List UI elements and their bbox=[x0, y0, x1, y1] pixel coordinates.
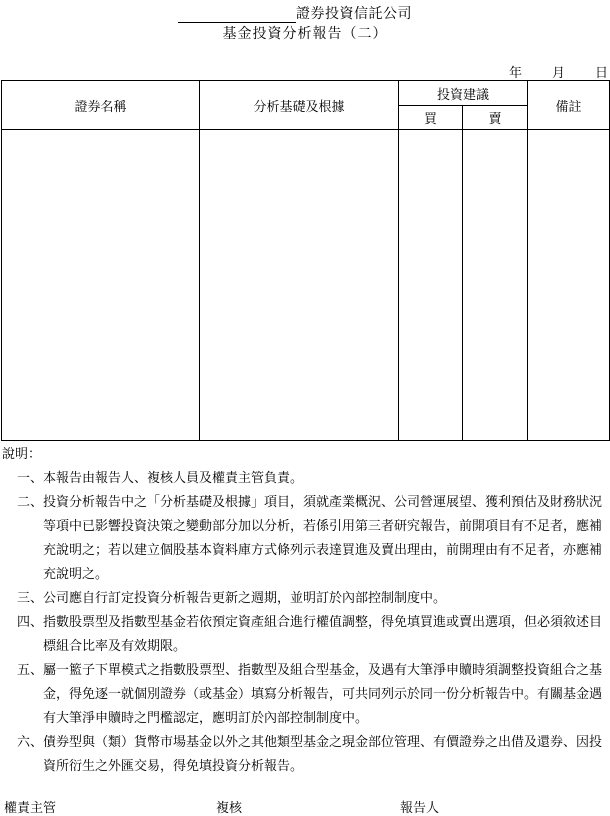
note-text: 本報告由報告人、複核人員及權責主管負責。 bbox=[43, 471, 304, 486]
notes-label: 說明： bbox=[2, 447, 42, 462]
header-investment-advice: 投資建議 bbox=[399, 81, 528, 106]
note-item bbox=[17, 731, 608, 779]
date-month: 月 bbox=[551, 66, 565, 81]
cell-sell[interactable] bbox=[463, 130, 528, 441]
note-item bbox=[17, 659, 608, 731]
header-sell: 賣 bbox=[463, 106, 528, 130]
note-number: 一、 bbox=[17, 471, 44, 486]
note-number: 二、 bbox=[17, 495, 44, 510]
note-number: 六、 bbox=[17, 735, 44, 750]
cell-basis[interactable] bbox=[200, 130, 399, 441]
note-text: 投資分析報告中之「分析基礎及根據」項目，須就產業概況、公司營運展望、獲利預估及財務狀況等項中已影響投資決策之變動部分加以分析，若係引用第三者研究報告，前開項目有不足者，應補充說明之；若以建立個股基本資料庫方式條列示表達買進及賣出理由，前開理由有不足者，亦應補充說明之。 bbox=[43, 495, 603, 582]
note-text: 屬一籃子下單模式之指數股票型、指數型及組合型基金，及遇有大筆淨申贖時須調整投資組合之基金，得免逐一就個別證券（或基金）填寫分析報告，可共同列示於同一份分析報告中。有關基金遇有大筆淨申贖時之門檻認定，應明訂於內部控制制度中。 bbox=[43, 663, 603, 726]
table-header-row bbox=[2, 81, 610, 106]
note-number: 五、 bbox=[17, 663, 44, 678]
cell-buy[interactable] bbox=[399, 130, 463, 441]
note-text: 債券型與（類）貨幣市場基金以外之其他類型基金之現金部位管理、有價證券之出借及還券、因投資所衍生之外匯交易，得免填投資分析報告。 bbox=[43, 735, 603, 774]
notes-section bbox=[2, 443, 608, 779]
note-text: 公司應自行訂定投資分析報告更新之週期，並明訂於內部控制制度中。 bbox=[43, 591, 447, 606]
date-line bbox=[479, 62, 608, 81]
header-remarks: 備註 bbox=[528, 81, 610, 130]
company-name-blank bbox=[178, 8, 296, 23]
note-item bbox=[17, 491, 608, 587]
signature-supervisor: 權責主管 bbox=[4, 801, 57, 816]
header-basis: 分析基礎及根據 bbox=[200, 81, 399, 130]
company-line bbox=[178, 3, 412, 21]
signature-reviewer: 複核 bbox=[216, 801, 243, 816]
analysis-table bbox=[1, 80, 610, 441]
header-security-name: 證券名稱 bbox=[2, 81, 200, 130]
report-title: 基金投資分析報告（二） bbox=[222, 26, 388, 42]
signature-reporter: 報告人 bbox=[400, 801, 440, 816]
note-number: 三、 bbox=[17, 591, 44, 606]
date-year: 年 bbox=[508, 66, 522, 81]
header-buy: 買 bbox=[399, 106, 463, 130]
cell-security-name[interactable] bbox=[2, 130, 200, 441]
cell-remarks[interactable] bbox=[528, 130, 610, 441]
note-text: 指數股票型及指數型基金若依預定資產組合進行權值調整，得免填買進或賣出選項，但必須敘述目標組合比率及有效期限。 bbox=[43, 615, 603, 654]
note-item bbox=[17, 587, 608, 611]
note-item bbox=[17, 611, 608, 659]
date-day: 日 bbox=[594, 66, 608, 81]
company-suffix: 證券投資信託公司 bbox=[296, 6, 412, 22]
note-number: 四、 bbox=[17, 615, 44, 630]
table-row bbox=[2, 130, 610, 441]
note-item bbox=[17, 467, 608, 491]
